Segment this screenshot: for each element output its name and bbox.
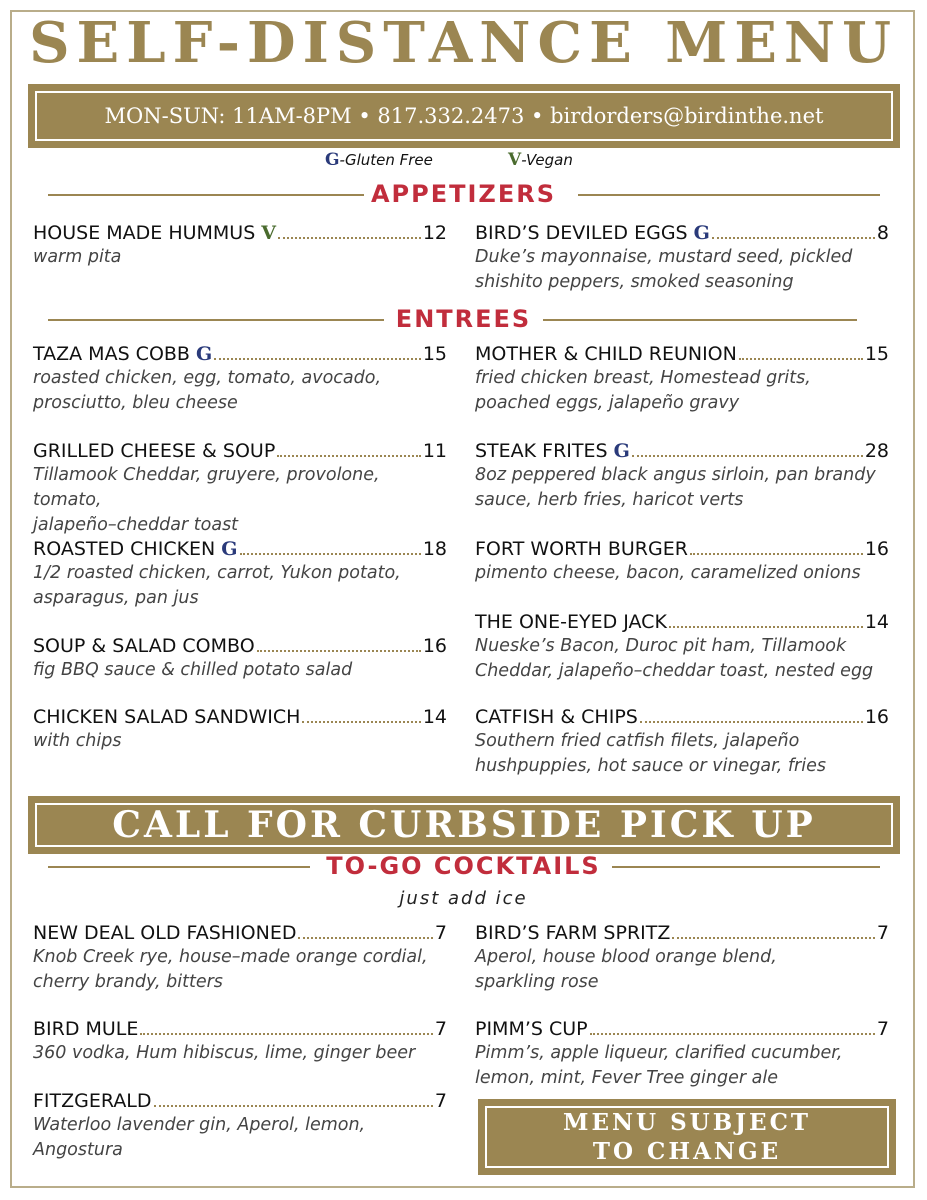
menu-item-description: hushpuppies, hot sauce or vinegar, fries [475,756,826,776]
dot-leader [590,1033,875,1035]
dot-leader [712,237,875,239]
menu-item-description: 1/2 roasted chicken, carrot, Yukon potato, [33,563,401,583]
menu-item-name: SOUP & SALAD COMBO [33,635,255,657]
menu-item [33,1017,447,1066]
curbside-text: CALL FOR CURBSIDE PICK UP [35,803,893,847]
dot-leader [672,937,875,939]
menu-item-description: Waterloo lavender gin, Aperol, lemon, [33,1115,366,1135]
dot-leader [690,553,863,555]
section-title: ENTREES [395,305,532,333]
menu-item-price: 12 [422,222,447,244]
menu-item-name: CATFISH & CHIPS [475,706,638,728]
menu-item-name: FITZGERALD [33,1090,152,1112]
menu-item [33,439,447,538]
menu-item-price: 7 [434,922,447,944]
menu-item [475,221,889,295]
menu-item-description: Pimm’s, apple liqueur, clarified cucumber, [475,1043,843,1063]
menu-item-description: 8oz peppered black angus sirloin, pan brandy [475,465,876,485]
menu-item-price: 16 [422,635,447,657]
menu-item-header [33,921,447,945]
info-bar-text: MON-SUN: 11AM-8PM • 817.332.2473 • birdorders@birdinthe.net [35,91,893,141]
menu-item-header [475,610,889,634]
menu-item-name: BIRD’S FARM SPRITZ [475,922,671,944]
menu-item-price: 11 [422,440,447,462]
menu-subject-line1: MENU SUBJECT [562,1109,812,1136]
menu-item-price: 15 [422,343,447,365]
section-appetizers [0,180,927,210]
menu-item-description: fried chicken breast, Homestead grits, [475,368,811,388]
menu-item-header [475,221,889,245]
menu-item-header [475,439,889,463]
menu-item-price: 16 [864,538,889,560]
menu-item-header [475,1017,889,1041]
vegan-label: -Vegan [521,151,573,169]
legend-vegan [508,150,573,170]
menu-item-price: 7 [876,922,889,944]
menu-item-description: Duke’s mayonnaise, mustard seed, pickled [475,247,853,267]
section-entrees [0,305,927,335]
section-title: TO-GO COCKTAILS [326,852,601,880]
gluten-free-label: -Gluten Free [339,151,433,169]
menu-item [33,342,447,416]
menu-item [475,342,889,416]
dot-leader [240,553,421,555]
menu-item-name: THE ONE-EYED JACK [475,611,667,633]
menu-item-description: shishito peppers, smoked seasoning [475,272,794,292]
menu-item-price: 14 [422,706,447,728]
menu-item [475,921,889,995]
menu-item-header [475,921,889,945]
menu-item-header [33,439,447,463]
menu-item-price: 7 [876,1018,889,1040]
vegan-badge: V [261,222,277,244]
menu-item-description: sparkling rose [475,972,599,992]
menu-item-header [475,537,889,561]
menu-item-name: FORT WORTH BURGER [475,538,688,560]
gluten-free-mark: G [325,150,340,170]
dot-leader [640,721,863,723]
menu-item-price: 14 [864,611,889,633]
info-banner [28,84,900,148]
gluten-free-badge: G [613,440,630,462]
menu-item-description: Angostura [33,1140,123,1160]
curbside-banner [28,796,900,854]
dot-leader [739,358,863,360]
menu-subject-line2: TO CHANGE [592,1138,782,1165]
menu-item-header [33,705,447,729]
menu-item-description: prosciutto, bleu cheese [33,393,238,413]
menu-item-price: 7 [434,1018,447,1040]
menu-item-name: ROASTED CHICKEN [33,538,216,560]
dot-leader [669,626,863,628]
menu-item-header [33,1017,447,1041]
menu-item-description: Cheddar, jalapeño–cheddar toast, nested egg [475,661,874,681]
section-cocktails [0,852,927,882]
menu-item-name: PIMM’S CUP [475,1018,588,1040]
menu-item-name: STEAK FRITES [475,440,608,462]
menu-item-price: 7 [434,1090,447,1112]
menu-item-description: roasted chicken, egg, tomato, avocado, [33,368,382,388]
menu-item [33,921,447,995]
menu-item-description: Aperol, house blood orange blend, [475,947,777,967]
menu-subject-text [485,1106,889,1168]
gluten-free-badge: G [195,343,213,365]
menu-title: SELF-DISTANCE MENU [29,10,898,76]
dot-leader [214,358,421,360]
menu-item-description: Southern fried catfish filets, jalapeño [475,731,800,751]
menu-item-description: poached eggs, jalapeño gravy [475,393,740,413]
dot-leader [632,455,863,457]
cocktails-note: just add ice [399,888,528,909]
menu-item-header [33,342,447,366]
menu-item-price: 28 [864,440,889,462]
menu-item [33,221,447,270]
legend-gluten-free [325,150,433,170]
menu-item-name: BIRD’S DEVILED EGGS [475,222,688,244]
menu-subject-banner [478,1099,896,1175]
menu-item-description: fig BBQ sauce & chilled potato salad [33,660,353,680]
menu-item [475,439,889,513]
menu-item-price: 16 [864,706,889,728]
menu-item-header [475,705,889,729]
menu-item [33,705,447,754]
menu-item [475,1017,889,1091]
menu-item-description: cherry brandy, bitters [33,972,223,992]
menu-item-header [475,342,889,366]
menu-item-description: warm pita [33,247,122,267]
menu-item-name: NEW DEAL OLD FASHIONED [33,922,297,944]
menu-item-name: TAZA MAS COBB [33,343,190,365]
menu-item-header [33,1089,447,1113]
dot-leader [298,937,432,939]
menu-item-description: Nueske’s Bacon, Duroc pit ham, Tillamook [475,636,847,656]
section-title: APPETIZERS [370,180,556,208]
dot-leader [257,650,421,652]
dot-leader [277,455,421,457]
menu-item-price: 15 [864,343,889,365]
menu-item-description: pimento cheese, bacon, caramelized onions [475,563,861,583]
menu-item [33,1089,447,1163]
menu-item-description: lemon, mint, Fever Tree ginger ale [475,1068,778,1088]
menu-item [33,537,447,611]
menu-item-name: GRILLED CHEESE & SOUP [33,440,276,462]
menu-item [475,537,889,586]
menu-item-description: Knob Creek rye, house–made orange cordial, [33,947,428,967]
dot-leader [278,237,421,239]
dot-leader [154,1105,433,1107]
menu-item-header [33,221,447,245]
menu-item-header [33,634,447,658]
menu-item [33,634,447,683]
menu-item-price: 18 [422,538,447,560]
menu-item-description: Tillamook Cheddar, gruyere, provolone, tomato, [33,465,380,510]
menu-item-description: jalapeño–cheddar toast [33,515,239,535]
gluten-free-badge: G [693,222,710,244]
menu-item-description: asparagus, pan jus [33,588,199,608]
gluten-free-badge: G [221,538,238,560]
menu-item-name: BIRD MULE [33,1018,139,1040]
menu-item [475,705,889,779]
menu-item-description: sauce, herb fries, haricot verts [475,490,744,510]
menu-item-name: MOTHER & CHILD REUNION [475,343,737,365]
menu-item-header [33,537,447,561]
menu-item-name: HOUSE MADE HUMMUS [33,222,256,244]
menu-item-price: 8 [876,222,889,244]
menu-item-name: CHICKEN SALAD SANDWICH [33,706,301,728]
menu-item-description: 360 vodka, Hum hibiscus, lime, ginger beer [33,1043,416,1063]
dot-leader [140,1033,433,1035]
menu-item [475,610,889,684]
vegan-mark: V [508,150,522,170]
menu-item-description: with chips [33,731,122,751]
dot-leader [302,721,420,723]
